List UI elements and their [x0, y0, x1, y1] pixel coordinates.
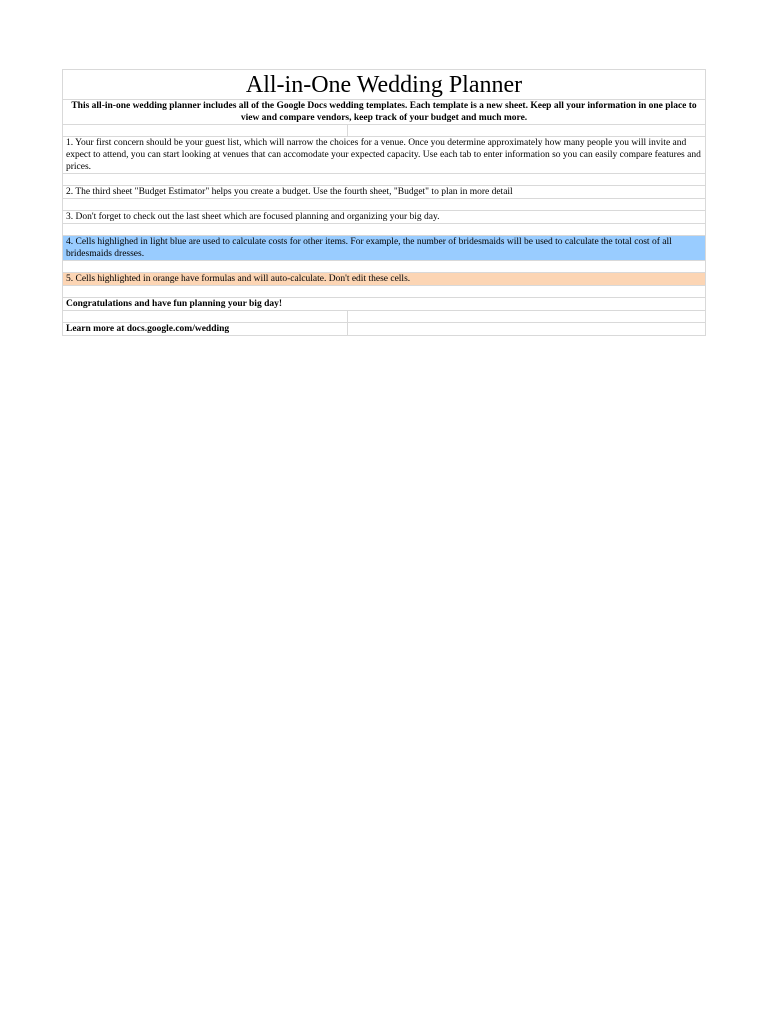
step-row-5 — [63, 273, 706, 286]
step-cell-1[interactable]: 1. Your first concern should be your guest list, which will narrow the choices for a venue. Once you determine approximately how many people you will invite and expect to attend, you can start looking at venues that can accomodate your expected capacity. Use each tab to enter information so you can easily compare features and prices. — [63, 137, 706, 174]
closing-row — [63, 298, 706, 311]
blue-highlight-cell[interactable]: 4. Cells highlighed in light blue are used to calculate costs for other items. For example, the number of bridesmaids will be used to calculate the total cost of all bridesmaids dresses. — [63, 236, 706, 261]
empty-cell[interactable] — [63, 286, 706, 298]
learn-more-row — [63, 323, 706, 336]
empty-cell[interactable] — [63, 261, 706, 273]
spreadsheet-grid — [62, 69, 706, 336]
orange-highlight-cell[interactable]: 5. Cells highlighted in orange have formulas and will auto-calculate. Don't edit these cells. — [63, 273, 706, 286]
step-cell-3[interactable]: 3. Don't forget to check out the last sheet which are focused planning and organizing your big day. — [63, 211, 706, 224]
learn-more-cell[interactable]: Learn more at docs.google.com/wedding — [63, 323, 348, 336]
empty-cell[interactable] — [348, 323, 706, 336]
empty-row — [63, 199, 706, 211]
step-cell-2[interactable]: 2. The third sheet "Budget Estimator" helps you create a budget. Use the fourth sheet, "Budget" to plan in more detail — [63, 186, 706, 199]
intro-cell[interactable]: This all-in-one wedding planner includes all of the Google Docs wedding templates. Each template is a new sheet. Keep all your information in one place to view and compare vendors, keep track of your budget and much more. — [63, 100, 706, 125]
empty-row — [63, 261, 706, 273]
title-row — [63, 70, 706, 100]
step-row-3 — [63, 211, 706, 224]
empty-cell[interactable] — [63, 174, 706, 186]
empty-row — [63, 286, 706, 298]
empty-cell[interactable] — [63, 311, 348, 323]
empty-row — [63, 174, 706, 186]
step-row-4 — [63, 236, 706, 261]
empty-row — [63, 125, 706, 137]
empty-cell[interactable] — [63, 224, 706, 236]
empty-cell[interactable] — [63, 199, 706, 211]
step-row-2 — [63, 186, 706, 199]
closing-cell[interactable]: Congratulations and have fun planning your big day! — [63, 298, 706, 311]
empty-cell[interactable] — [348, 125, 706, 137]
page-title[interactable]: All-in-One Wedding Planner — [63, 70, 706, 100]
empty-row — [63, 311, 706, 323]
intro-row — [63, 100, 706, 125]
step-row-1 — [63, 137, 706, 174]
empty-cell[interactable] — [63, 125, 348, 137]
empty-row — [63, 224, 706, 236]
empty-cell[interactable] — [348, 311, 706, 323]
